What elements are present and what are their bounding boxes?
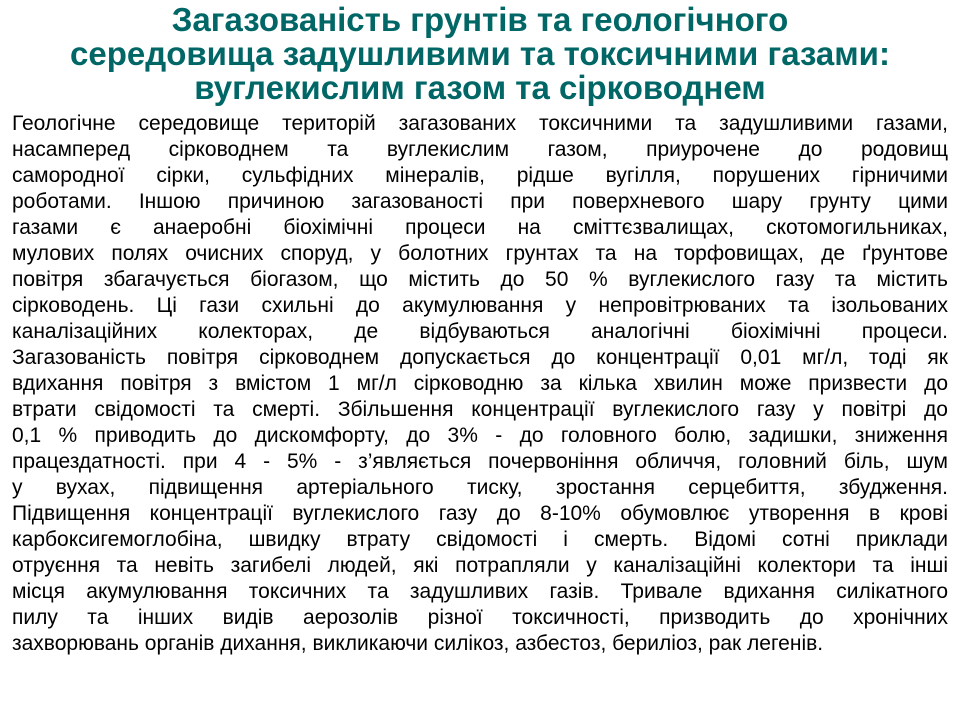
title-line: Загазованість грунтів та геологічного [171, 1, 789, 38]
body-line: захворювань органів дихання, викликаючи силікоз, азбестоз, бериліоз, рак легенів. [12, 632, 824, 655]
body-line: мулових полях очисних споруд, у болотних грунтах та на торфовищах, де ґрунтове [12, 242, 948, 265]
body-line: насамперед сірководнем та вуглекислим газом, приурочене до родовищ [12, 138, 948, 161]
body-line: вдихання повітря з вмістом 1 мг/л сірководню за кілька хвилин може призвести до [12, 372, 948, 395]
body-line: у вухах, підвищення артеріального тиску, зростання серцебиття, збудження. [12, 476, 948, 499]
title-line: вуглекислим газом та сірководнем [194, 69, 766, 106]
body-line: Загазованість повітря сірководнем допускається до концентрації 0,01 мг/л, тоді як [12, 346, 948, 369]
body-line: отруєння та невіть загибелі людей, які потрапляли у каналізаційні колектори та інші [12, 554, 948, 577]
body-line: карбоксигемоглобіна, швидку втрату свідомості і смерть. Відомі сотні приклади [12, 528, 948, 551]
body-line: повітря збагачується біогазом, що містить до 50 % вуглекислого газу та містить [12, 268, 948, 291]
title-line: середовища задушливими та токсичними газами: [70, 35, 890, 72]
body-line: втрати свідомості та смерті. Збільшення концентрації вуглекислого газу у повітрі до [12, 398, 948, 421]
body-line: сірководень. Ці гази схильні до акумулювання у непровітрюваних та ізольованих [12, 294, 948, 317]
body-line: газами є анаеробні біохімічні процеси на сміттєзвалищах, скотомогильниках, [12, 216, 948, 239]
body-line: самородної сірки, сульфідних мінералів, рідше вугілля, порушених гірничими [12, 164, 948, 187]
body-paragraph [12, 111, 948, 657]
body-line: 0,1 % приводить до дискомфорту, до 3% - до головного болю, задишки, зниження [12, 424, 948, 447]
slide-title [10, 3, 950, 105]
body-line: пилу та інших видів аерозолів різної токсичності, призводить до хронічних [12, 606, 948, 629]
body-line: каналізаційних колекторах, де відбуваються аналогічні біохімічні процеси. [12, 320, 948, 343]
body-line: роботами. Іншою причиною загазованості при поверхневого шару грунту цими [12, 190, 948, 213]
body-line: Геологічне середовище територій загазованих токсичними та задушливими газами, [12, 112, 948, 135]
body-line: працездатності. при 4 - 5% - з’являється почервоніння обличчя, головний біль, шум [12, 450, 948, 473]
body-line: місця акумулювання токсичних та задушливих газів. Тривале вдихання силікатного [12, 580, 948, 603]
body-line: Підвищення концентрації вуглекислого газу до 8-10% обумовлює утворення в крові [12, 502, 948, 525]
